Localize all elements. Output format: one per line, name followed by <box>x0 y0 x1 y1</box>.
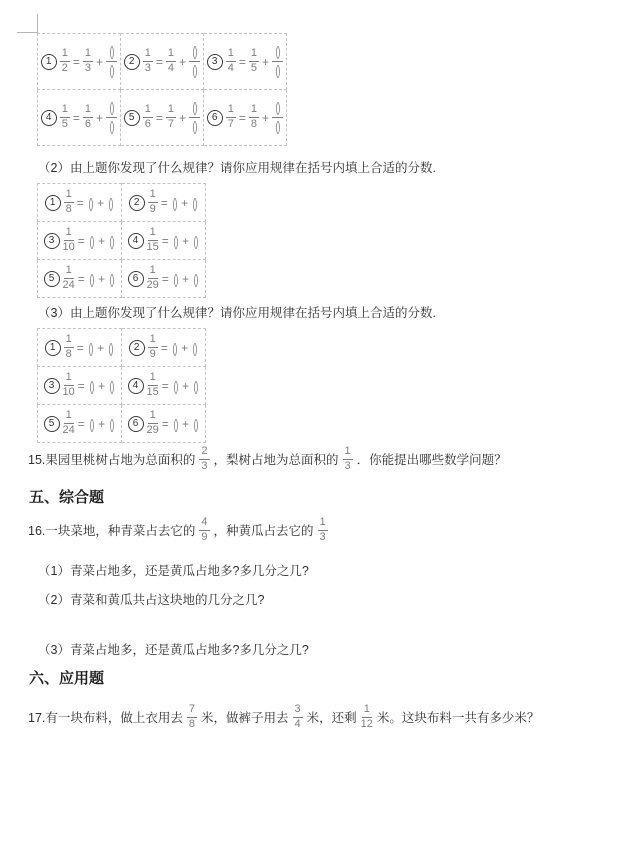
equation-cell <box>122 367 206 405</box>
numerator: 1 <box>64 372 74 386</box>
circled-number: 1 <box>45 340 61 356</box>
problem-16-text-1: 16.一块菜地，种青菜占去它的 <box>28 524 196 538</box>
table-anchor-vertical-line <box>37 14 38 33</box>
plus-sign: + <box>182 416 190 431</box>
circled-number: 2 <box>129 340 145 356</box>
equation-cell <box>38 90 121 146</box>
numerator: 1 <box>60 48 70 62</box>
blank-parentheses: () <box>192 339 197 356</box>
fraction <box>148 334 158 360</box>
fraction <box>166 104 176 130</box>
equals-sign: = <box>161 416 169 431</box>
fraction <box>293 704 303 730</box>
denominator: 15 <box>146 386 159 398</box>
equation <box>122 265 205 291</box>
plus-sign: + <box>261 110 269 125</box>
blank-parentheses: () <box>108 194 113 211</box>
equation <box>38 44 120 78</box>
blank-parentheses: () <box>109 99 114 116</box>
denominator: 6 <box>84 118 91 130</box>
circled-number: 6 <box>207 110 223 126</box>
blank-parentheses: () <box>275 43 280 60</box>
equals-sign: = <box>161 271 169 286</box>
blank-parentheses: () <box>109 43 114 60</box>
numerator: 1 <box>249 104 259 118</box>
denominator: 3 <box>344 459 351 472</box>
equals-sign: = <box>155 110 163 125</box>
problem-17-text-3: 米，还剩 <box>306 711 357 725</box>
blank-parentheses: () <box>275 118 280 134</box>
table-row <box>38 405 206 443</box>
denominator: 24 <box>62 279 75 291</box>
denominator: 8 <box>250 118 257 130</box>
equals-sign: = <box>72 54 80 69</box>
plus-sign: + <box>98 416 106 431</box>
blank-parentheses: () <box>109 377 115 394</box>
prompt-question-3: （3）由上题你发现了什么规律？请你应用规律在括号内填上合适的分数. <box>38 306 436 320</box>
denominator: 5 <box>61 118 68 130</box>
denominator: 3 <box>84 62 91 74</box>
fraction <box>63 410 75 436</box>
equation-cell <box>122 184 206 222</box>
fraction <box>249 48 259 74</box>
equation <box>122 334 205 360</box>
equation <box>204 44 286 78</box>
denominator: 4 <box>167 62 174 74</box>
equals-sign: = <box>238 54 246 69</box>
numerator: 1 <box>64 265 74 279</box>
numerator: 2 <box>199 446 209 460</box>
equation-cell <box>38 405 122 443</box>
denominator: 8 <box>65 203 72 215</box>
fraction <box>199 517 209 543</box>
table-row <box>38 90 287 146</box>
equation <box>122 372 205 398</box>
circled-number: 4 <box>41 110 57 126</box>
plus-sign: + <box>181 195 189 210</box>
fraction <box>147 227 159 253</box>
problem-16-subquestion-1: （1）青菜占地多，还是黄瓜占地多?多几分之几? <box>38 564 309 578</box>
problem-15-text-2: ，梨树占地为总面积的 <box>213 453 339 467</box>
denominator: 12 <box>360 717 373 730</box>
numerator: 3 <box>293 704 303 718</box>
numerator: 1 <box>166 48 176 62</box>
blank-parentheses: () <box>193 270 199 287</box>
denominator: 29 <box>146 424 159 436</box>
fraction <box>60 48 70 74</box>
denominator: 29 <box>146 279 159 291</box>
blank-parentheses: () <box>89 232 94 249</box>
problem-16-subquestion-2: （2）青菜和黄瓜共占这块地的几分之几? <box>38 593 265 607</box>
table-row <box>38 34 287 90</box>
blank-parentheses: () <box>109 232 115 249</box>
fraction-equation-table-1 <box>37 33 287 146</box>
fraction <box>63 227 75 253</box>
equation-cell <box>122 405 206 443</box>
equation-cell <box>121 90 204 146</box>
blank-parentheses: () <box>89 377 94 394</box>
equals-sign: = <box>160 340 168 355</box>
equation-cell <box>38 34 121 90</box>
blank-parentheses: () <box>192 118 197 134</box>
denominator: 9 <box>149 203 156 215</box>
blank-fraction <box>189 100 200 134</box>
equals-sign: = <box>238 110 246 125</box>
fraction <box>143 48 153 74</box>
equation-cell <box>204 34 287 90</box>
blank-parentheses: () <box>192 99 197 116</box>
equation <box>122 227 205 253</box>
section-5-heading: 五、综合题 <box>29 489 105 506</box>
equals-sign: = <box>155 54 163 69</box>
numerator: 1 <box>362 704 372 718</box>
fraction-blank-table-2 <box>37 183 206 298</box>
numerator: 1 <box>226 104 236 118</box>
denominator: 4 <box>294 717 301 730</box>
prompt-question-2: （2）由上题你发现了什么规律？请你应用规律在括号内填上合适的分数. <box>38 161 436 175</box>
equation-cell <box>38 222 122 260</box>
numerator: 1 <box>148 372 158 386</box>
blank-parentheses: () <box>109 62 114 78</box>
problem-16-text-2: ，种黄瓜占去它的 <box>213 524 314 538</box>
blank-fraction <box>189 44 200 78</box>
blank-parentheses: () <box>173 377 178 394</box>
fraction <box>249 104 259 130</box>
equals-sign: = <box>76 195 84 210</box>
equation-cell <box>38 367 122 405</box>
denominator: 10 <box>62 386 75 398</box>
equation-cell <box>121 34 204 90</box>
equals-sign: = <box>160 195 168 210</box>
table-row <box>38 222 206 260</box>
plus-sign: + <box>178 54 186 69</box>
numerator: 1 <box>166 104 176 118</box>
blank-parentheses: () <box>192 62 197 78</box>
fraction <box>187 704 197 730</box>
equation-cell <box>122 222 206 260</box>
fraction <box>148 189 158 215</box>
blank-parentheses: () <box>88 339 93 356</box>
fraction <box>166 48 176 74</box>
fraction <box>143 104 153 130</box>
table-row <box>38 367 206 405</box>
circled-number: 4 <box>128 378 144 394</box>
numerator: 1 <box>148 227 158 241</box>
denominator: 8 <box>188 717 196 730</box>
equation <box>204 100 286 134</box>
equation-cell <box>38 184 122 222</box>
problem-17-text-4: 米。这块布料一共有多少米？ <box>376 711 540 725</box>
denominator: 15 <box>146 241 159 253</box>
fraction <box>199 446 209 472</box>
table-row <box>38 184 206 222</box>
equation <box>38 189 121 215</box>
equals-sign: = <box>77 378 85 393</box>
blank-fraction <box>106 44 117 78</box>
equation <box>38 334 121 360</box>
problem-16 <box>28 514 332 546</box>
blank-parentheses: () <box>89 270 94 287</box>
plus-sign: + <box>95 54 103 69</box>
problem-17 <box>28 701 539 733</box>
denominator: 4 <box>227 62 234 74</box>
circled-number: 5 <box>124 110 140 126</box>
denominator: 2 <box>61 62 68 74</box>
equals-sign: = <box>161 233 169 248</box>
blank-parentheses: () <box>172 339 177 356</box>
numerator: 7 <box>187 704 197 718</box>
equation <box>121 44 203 78</box>
fraction <box>63 265 75 291</box>
plus-sign: + <box>95 110 103 125</box>
fraction <box>147 410 159 436</box>
numerator: 1 <box>83 48 93 62</box>
denominator: 9 <box>149 348 156 360</box>
fraction <box>343 446 353 472</box>
blank-parentheses: () <box>109 118 114 134</box>
plus-sign: + <box>182 233 190 248</box>
blank-parentheses: () <box>89 415 94 432</box>
equation-cell <box>122 260 206 298</box>
numerator: 1 <box>143 104 153 118</box>
blank-fraction <box>272 100 283 134</box>
equation-cell <box>38 329 122 367</box>
circled-number: 1 <box>41 54 57 70</box>
problem-16-subquestion-3: （3）青菜占地多，还是黄瓜占地多?多几分之几? <box>38 643 309 657</box>
denominator: 5 <box>250 62 257 74</box>
circled-number: 6 <box>128 416 144 432</box>
blank-parentheses: () <box>192 194 197 211</box>
fraction <box>318 517 328 543</box>
plus-sign: + <box>181 340 189 355</box>
plus-sign: + <box>98 271 106 286</box>
table-row <box>38 260 206 298</box>
equation-cell <box>204 90 287 146</box>
circled-number: 2 <box>124 54 140 70</box>
equation <box>38 100 120 134</box>
blank-fraction <box>272 44 283 78</box>
numerator: 1 <box>343 446 353 460</box>
fraction <box>64 189 74 215</box>
equation <box>38 372 121 398</box>
blank-parentheses: () <box>173 270 178 287</box>
blank-parentheses: () <box>193 415 199 432</box>
equation <box>122 410 205 436</box>
problem-17-text-1: 17.有一块布料，做上衣用去 <box>28 711 183 725</box>
circled-number: 1 <box>45 195 61 211</box>
fraction <box>147 372 159 398</box>
equation <box>122 189 205 215</box>
fraction <box>361 704 373 730</box>
equation <box>38 227 121 253</box>
numerator: 1 <box>83 104 93 118</box>
numerator: 1 <box>148 334 158 348</box>
plus-sign: + <box>97 340 105 355</box>
circled-number: 5 <box>44 271 60 287</box>
plus-sign: + <box>261 54 269 69</box>
numerator: 1 <box>64 410 74 424</box>
fraction <box>147 265 159 291</box>
equals-sign: = <box>76 340 84 355</box>
fraction-blank-table-3 <box>37 328 206 443</box>
blank-parentheses: () <box>193 232 199 249</box>
circled-number: 2 <box>129 195 145 211</box>
fraction <box>60 104 70 130</box>
blank-fraction <box>106 100 117 134</box>
equation <box>38 410 121 436</box>
equation-cell <box>38 260 122 298</box>
equals-sign: = <box>77 233 85 248</box>
blank-parentheses: () <box>108 339 113 356</box>
table-row <box>38 329 206 367</box>
blank-parentheses: () <box>109 270 115 287</box>
equals-sign: = <box>77 416 85 431</box>
blank-parentheses: () <box>109 415 115 432</box>
plus-sign: + <box>97 195 105 210</box>
fraction <box>63 372 75 398</box>
blank-parentheses: () <box>88 194 93 211</box>
denominator: 3 <box>144 62 151 74</box>
problem-17-text-2: 米，做裤子用去 <box>201 711 289 725</box>
fraction <box>83 104 93 130</box>
problem-15 <box>28 443 507 475</box>
denominator: 6 <box>144 118 151 130</box>
equals-sign: = <box>161 378 169 393</box>
circled-number: 3 <box>207 54 223 70</box>
numerator: 1 <box>148 265 158 279</box>
blank-parentheses: () <box>173 415 178 432</box>
fraction <box>83 48 93 74</box>
denominator: 8 <box>65 348 72 360</box>
circled-number: 3 <box>44 233 60 249</box>
blank-parentheses: () <box>173 232 178 249</box>
denominator: 24 <box>62 424 75 436</box>
numerator: 1 <box>143 48 153 62</box>
numerator: 1 <box>226 48 236 62</box>
table-anchor-horizontal-line <box>17 32 38 33</box>
denominator: 7 <box>167 118 174 130</box>
fraction <box>64 334 74 360</box>
equals-sign: = <box>72 110 80 125</box>
plus-sign: + <box>182 378 190 393</box>
numerator: 1 <box>148 410 158 424</box>
blank-parentheses: () <box>192 43 197 60</box>
problem-15-text-1: 15.果园里桃树占地为总面积的 <box>28 453 196 467</box>
fraction <box>226 104 236 130</box>
circled-number: 3 <box>44 378 60 394</box>
denominator: 9 <box>201 530 208 543</box>
fraction <box>226 48 236 74</box>
plus-sign: + <box>98 233 106 248</box>
numerator: 1 <box>64 334 74 348</box>
numerator: 1 <box>249 48 259 62</box>
blank-parentheses: () <box>275 99 280 116</box>
plus-sign: + <box>178 110 186 125</box>
numerator: 1 <box>318 517 328 531</box>
numerator: 1 <box>64 189 74 203</box>
numerator: 1 <box>148 189 158 203</box>
circled-number: 6 <box>128 271 144 287</box>
denominator: 3 <box>319 530 326 543</box>
equation <box>38 265 121 291</box>
denominator: 10 <box>62 241 75 253</box>
equation <box>121 100 203 134</box>
numerator: 4 <box>199 517 209 531</box>
circled-number: 4 <box>128 233 144 249</box>
equals-sign: = <box>77 271 85 286</box>
plus-sign: + <box>98 378 106 393</box>
section-6-heading: 六、应用题 <box>29 670 105 687</box>
equation-cell <box>122 329 206 367</box>
numerator: 1 <box>60 104 70 118</box>
blank-parentheses: () <box>275 62 280 78</box>
circled-number: 5 <box>44 416 60 432</box>
denominator: 7 <box>227 118 234 130</box>
problem-15-text-3: ．你能提出哪些数学问题？ <box>356 453 507 467</box>
denominator: 3 <box>201 459 208 472</box>
blank-parentheses: () <box>172 194 177 211</box>
plus-sign: + <box>182 271 190 286</box>
numerator: 1 <box>64 227 74 241</box>
blank-parentheses: () <box>193 377 199 394</box>
